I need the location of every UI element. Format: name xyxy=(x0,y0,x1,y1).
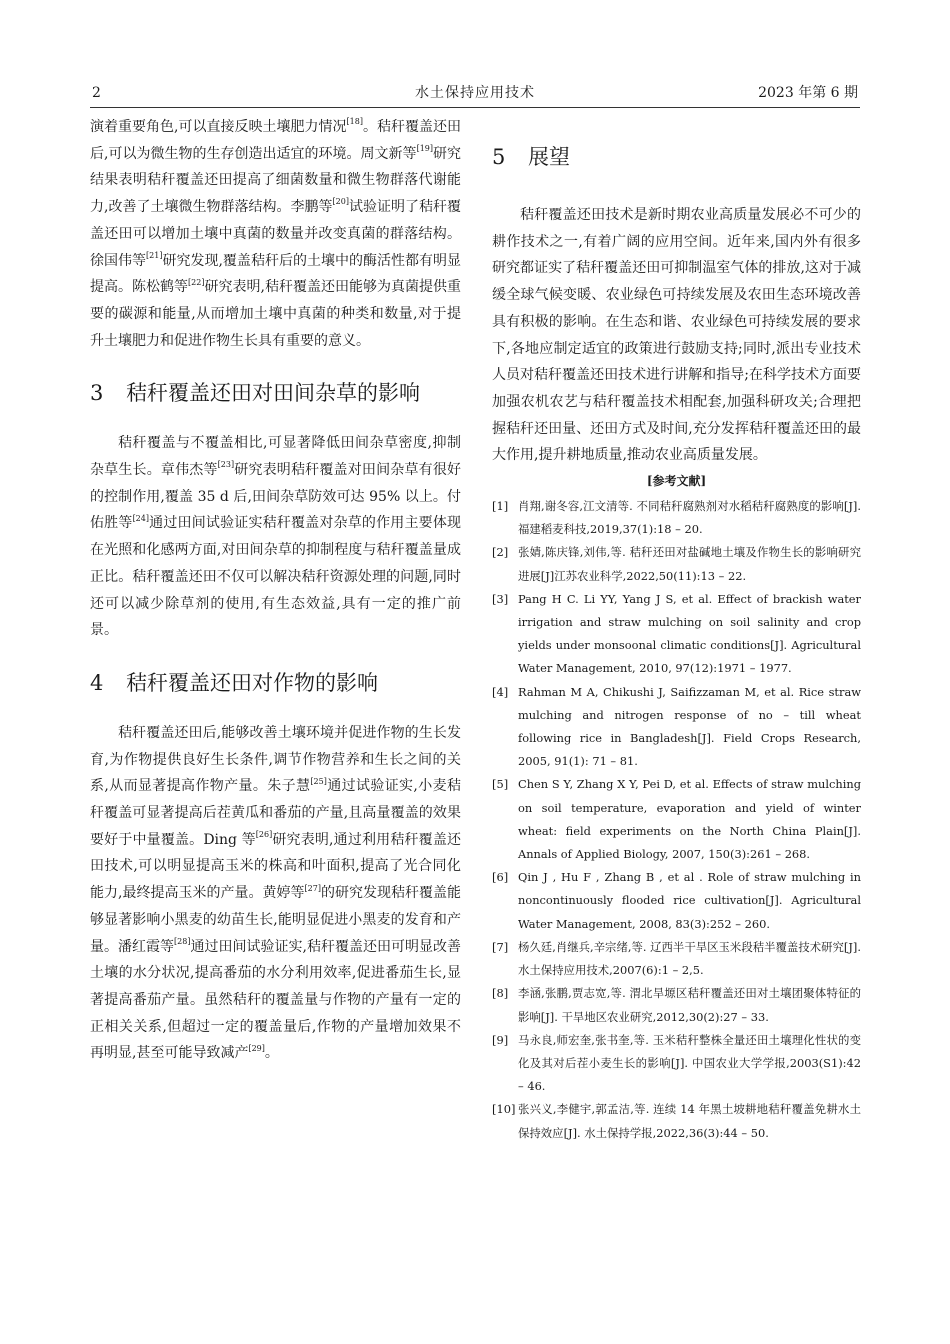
text: 的研究发现秸秆覆盖能够显著影响小黑麦的幼苗生长,能明显促进小黑麦的发育和产量。潘红霞等 xyxy=(90,885,462,955)
reference-text: 张婧,陈庆锋,刘伟,等. 秸秆还田对盐碱地土壤及作物生长的影响研究进展[J]江苏农业科学,2022,50(11):13 – 22. xyxy=(518,545,861,583)
paragraph-outlook: 秸秆覆盖还田技术是新时期农业高质量发展必不可少的耕作技术之一,有着广阔的应用空间。近年来,国内外有很多研究都证实了秸秆覆盖还田可抑制温室气体的排放,这对于减缓全球气候变暖、农业绿色可持续发展及农田生态环境改善具有积极的影响。在生态和谐、农业绿色可持续发展的要求下,各地应制定适宜的政策进行鼓励支持;同时,派出专业技术人员对秸秆覆盖还田技术进行讲解和指导;在科学技术方面要加强农机农艺与秸秆覆盖技术相配套,加强科研攻关;合理把握秸秆还田量、还田方式及时间,充分发挥秸秆覆盖还田的最大作用,提升耕地质量,推动农业高质量发展。 xyxy=(492,207,861,464)
reference-text: 张兴义,李健宇,郭孟洁,等. 连续 14 年黑土坡耕地秸秆覆盖免耕水土保持效应[J]. 水土保持学报,2022,36(3):44 – 50. xyxy=(518,1102,861,1140)
header-rule xyxy=(90,107,860,108)
reference-item xyxy=(492,681,861,774)
text: 研究结果表明秸秆覆盖还田提高了细菌数量和微生物群落代谢能力,改善了土壤微生物群落结构。李鹏等 xyxy=(90,145,462,216)
section-title: 秸秆覆盖还田对田间杂草的影响 xyxy=(126,381,420,406)
reference-number: [4] xyxy=(492,684,509,699)
section-title: 展望 xyxy=(528,145,570,169)
reference-text: 李涵,张鹏,贾志宽,等. 渭北旱塬区秸秆覆盖还田对土壤团聚体特征的影响[J]. 干旱地区农业研究,2012,30(2):27 – 33. xyxy=(518,986,861,1024)
paragraph-crops xyxy=(90,720,461,1067)
citation: [27] xyxy=(304,883,321,893)
reference-text: 肖翔,谢冬容,江文清等. 不同秸秆腐熟剂对水稻秸秆腐熟度的影响[J]. 福建稻麦科技,2019,37(1):18 – 20. xyxy=(518,499,861,537)
text: 研究表明,秸秆覆盖还田能够为真菌提供重要的碳源和能量,从而增加土壤中真菌的种类和数量,对于提升土壤肥力和促进作物生长具有重要的意义。 xyxy=(90,279,462,349)
paragraph-weeds xyxy=(90,430,461,644)
reference-number: [5] xyxy=(492,777,509,792)
citation: [29] xyxy=(248,1043,265,1053)
citation: [21] xyxy=(146,250,163,260)
reference-item xyxy=(492,1098,861,1144)
reference-item xyxy=(492,541,861,587)
reference-item xyxy=(492,936,861,982)
references-title: [参考文献] xyxy=(646,474,707,489)
citation: [28] xyxy=(174,936,191,946)
page-number: 2 xyxy=(92,85,101,101)
reference-item xyxy=(492,1029,861,1099)
text: 。秸秆覆盖还田后,可以为微生物的生存创造出适宜的环境。周文新等 xyxy=(90,119,462,162)
citation: [25] xyxy=(310,776,327,786)
page-header xyxy=(90,82,860,104)
citation: [22] xyxy=(188,277,205,287)
reference-item xyxy=(492,982,861,1028)
text: 研究表明,通过利用秸秆覆盖还田技术,可以明显提高玉米的株高和叶面积,提高了光合同化能力,最终提高玉米的产量。黄婷等 xyxy=(90,831,461,902)
text: 通过田间试验证实秸秆覆盖对杂草的作用主要体现在光照和化感两方面,对田间杂草的抑制程度与秸秆覆盖量成正比。秸秆覆盖还田不仅可以解决秸秆资源处理的问题,同时还可以减少除草剂的使用,有生态效益,具有一定的推广前景。 xyxy=(90,515,462,639)
citation: [24] xyxy=(132,513,149,523)
section-heading-3 xyxy=(90,378,461,408)
text: 试验证明了秸秆覆盖还田可以增加土壤中真菌的数量并改变真菌的群落结构。徐国伟等 xyxy=(90,199,462,269)
reference-number: [9] xyxy=(492,1032,509,1047)
citation: [19] xyxy=(416,144,433,154)
paragraph-microbe xyxy=(90,114,461,354)
reference-number: [1] xyxy=(492,499,509,514)
citation: [18] xyxy=(346,117,363,127)
left-column xyxy=(90,114,461,1067)
reference-number: [3] xyxy=(492,591,509,606)
reference-number: [6] xyxy=(492,870,509,885)
journal-name: 水土保持应用技术 xyxy=(415,85,535,101)
citation: [20] xyxy=(332,197,349,207)
issue-label: 2023 年第 6 期 xyxy=(758,85,858,101)
right-column xyxy=(492,114,861,1145)
section-heading-4 xyxy=(90,668,461,698)
reference-item xyxy=(492,588,861,681)
reference-item xyxy=(492,495,861,541)
section-title: 秸秆覆盖还田对作物的影响 xyxy=(126,670,378,695)
section-number: 3 xyxy=(90,381,104,406)
reference-number: [8] xyxy=(492,986,509,1001)
text: 通过试验证实,小麦秸秆覆盖可显著提高后茬黄瓜和番茄的产量,且高量覆盖的效果要好于中量覆盖。Ding 等 xyxy=(90,778,461,848)
reference-item xyxy=(492,773,861,866)
reference-number: [10] xyxy=(492,1102,516,1117)
reference-number: [2] xyxy=(492,545,509,560)
text: 秸秆覆盖还田后,能够改善土壤环境并促进作物的生长发育,为作物提供良好生长条件,调节作物营养和生长之间的关系,从而显著提高作物产量。朱子慧 xyxy=(90,724,461,795)
reference-text: Rahman M A, Chikushi J, Saifizzaman M, et al. Rice straw mulching and nitrogen response of no – till wheat following rice in Bangladesh[J]. Field Crops Research, 2005, 91(1): 71 – 81. xyxy=(518,684,861,769)
citation: [26] xyxy=(255,830,273,840)
reference-text: 杨久廷,肖继兵,辛宗绪,等. 辽西半干旱区玉米段秸半覆盖技术研究[J]. 水土保持应用技术,2007(6):1 – 2,5. xyxy=(518,939,861,978)
section-heading-5 xyxy=(492,142,861,172)
reference-list xyxy=(492,495,861,1145)
citation: [23] xyxy=(217,460,235,470)
reference-text: 马永良,师宏奎,张书奎,等. 玉米秸秆整株全量还田土壤理化性状的变化及其对后茬小麦生长的影响[J]. 中国农业大学学报,2003(S1):42 – 46. xyxy=(518,1032,861,1094)
section-number: 4 xyxy=(90,670,104,695)
text: 演着重要角色,可以直接反映土壤肥力情况 xyxy=(90,119,347,135)
reference-item xyxy=(492,866,861,936)
reference-number: [7] xyxy=(492,939,509,954)
section-number: 5 xyxy=(492,145,506,169)
text: 。 xyxy=(264,1045,279,1062)
text: 通过田间试验证实,秸秆覆盖还田可明显改善土壤的水分状况,提高番茄的水分利用效率,促进番茄生长,显著提高番茄产量。虽然秸秆的覆盖量与作物的产量有一定的正相关关系,但超过一定的覆盖量后,作物的产量增加效果不再明显,甚至可能导致减产 xyxy=(90,938,461,1062)
text: 研究表明秸秆覆盖对田间杂草有很好的控制作用,覆盖 35 d 后,田间杂草防效可达 95% 以上。付佑胜等 xyxy=(90,462,462,532)
reference-text: Pang H C. Li YY, Yang J S, et al. Effect of brackish water irrigation and straw mulching on soil salinity and crop yields under monsoonal climatic conditions[J]. Agricultural Water Management, 2010, 97(12):1971 – 1977. xyxy=(518,591,861,676)
reference-text: Chen S Y, Zhang X Y, Pei D, et al. Effects of straw mulching on soil temperature, evaporation and yield of winter wheat: field experiments on the North China Plain[J]. Annals of Applied Biology, 2007, 150(3):261 – 268. xyxy=(518,777,861,862)
text: 研究发现,覆盖秸秆后的土壤中的酶活性都有明显提高。陈松鹤等 xyxy=(90,252,462,296)
reference-text: Qin J , Hu F , Zhang B , et al . Role of straw mulching in noncontinuously flooded rice cultivation[J]. Agricultural Water Management, 2008, 83(3):252 – 260. xyxy=(518,870,861,931)
text: 秸秆覆盖与不覆盖相比,可显著降低田间杂草密度,抑制杂草生长。章伟杰等 xyxy=(90,435,461,479)
